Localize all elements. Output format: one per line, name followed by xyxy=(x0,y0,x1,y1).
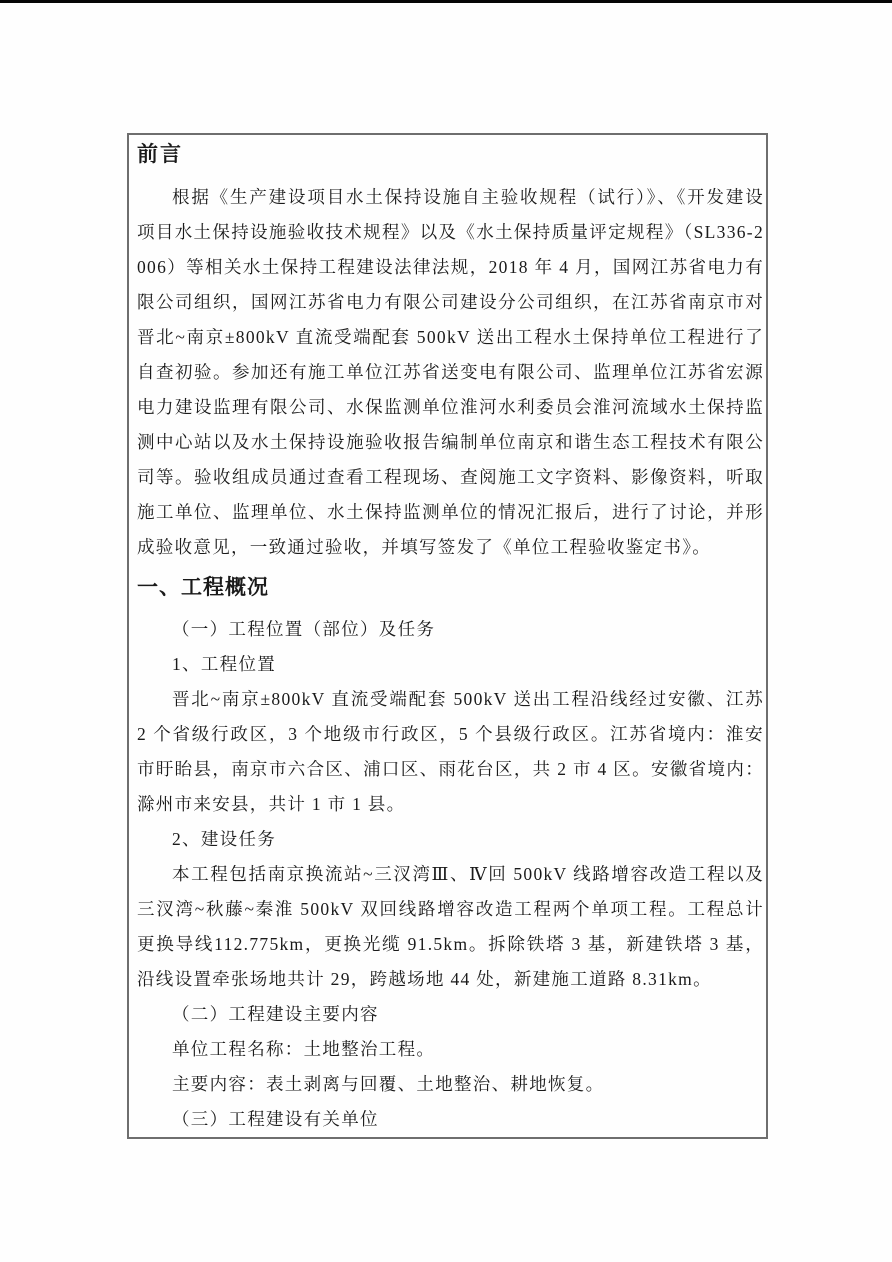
section1-sub1-heading: （一）工程位置（部位）及任务 xyxy=(172,619,436,639)
preface-title: 前言 xyxy=(137,142,183,166)
section1-sub1-item1-heading: 1、工程位置 xyxy=(172,654,277,674)
section1-sub2-line2: 主要内容：表土剥离与回覆、土地整治、耕地恢复。 xyxy=(172,1074,605,1094)
page-top-edge-line xyxy=(0,0,892,3)
preface-paragraph: 根据《生产建设项目水土保持设施自主验收规程（试行）》、《开发建设项目水土保持设施验收技术规程》以及《水土保持质量评定规程》（SL336-2006）等相关水土保持工程建设法律法规，2018 年 4 月，国网江苏省电力有限公司组织，国网江苏省电力有限公司建设分公司组织，在江苏省南京市对晋北~南京±800kV 直流受端配套 500kV 送出工程水土保持单位工程进行了自查初验。参加还有施工单位江苏省送变电有限公司、监理单位江苏省宏源电力建设监理有限公司、水保监测单位淮河水利委员会淮河流域水土保持监测中心站以及水土保持设施验收报告编制单位南京和谐生态工程技术有限公司等。验收组成员通过查看工程现场、查阅施工文字资料、影像资料，听取施工单位、监理单位、水土保持监测单位的情况汇报后，进行了讨论，并形成验收意见，一致通过验收，并填写签发了《单位工程验收鉴定书》。 xyxy=(137,187,764,557)
section1-sub2-line1: 单位工程名称：土地整治工程。 xyxy=(172,1039,436,1059)
section1-sub2-heading: （二）工程建设主要内容 xyxy=(172,1004,379,1024)
section1-sub1-item2-paragraph: 本工程包括南京换流站~三汊湾Ⅲ、Ⅳ回 500kV 线路增容改造工程以及三汊湾~秋藤~秦淮 500kV 双回线路增容改造工程两个单项工程。工程总计更换导线112.775km，更换光缆 91.5km。拆除铁塔 3 基，新建铁塔 3 基，沿线设置牵张场地共计 29，跨越场地 44 处，新建施工道路 8.31km。 xyxy=(137,864,764,989)
section1-sub1-item1-paragraph: 晋北~南京±800kV 直流受端配套 500kV 送出工程沿线经过安徽、江苏 2 个省级行政区，3 个地级市行政区，5 个县级行政区。江苏省境内：淮安市盱眙县，南京市六合区、浦口区、雨花台区，共 2 市 4 区。安徽省境内：滁州市来安县，共计 1 市 1 县。 xyxy=(137,689,764,814)
section1-title: 一、工程概况 xyxy=(137,575,269,599)
section1-sub1-item2-heading: 2、建设任务 xyxy=(172,829,277,849)
document-border-box xyxy=(127,133,768,1139)
section1-sub3-heading: （三）工程建设有关单位 xyxy=(172,1109,379,1129)
